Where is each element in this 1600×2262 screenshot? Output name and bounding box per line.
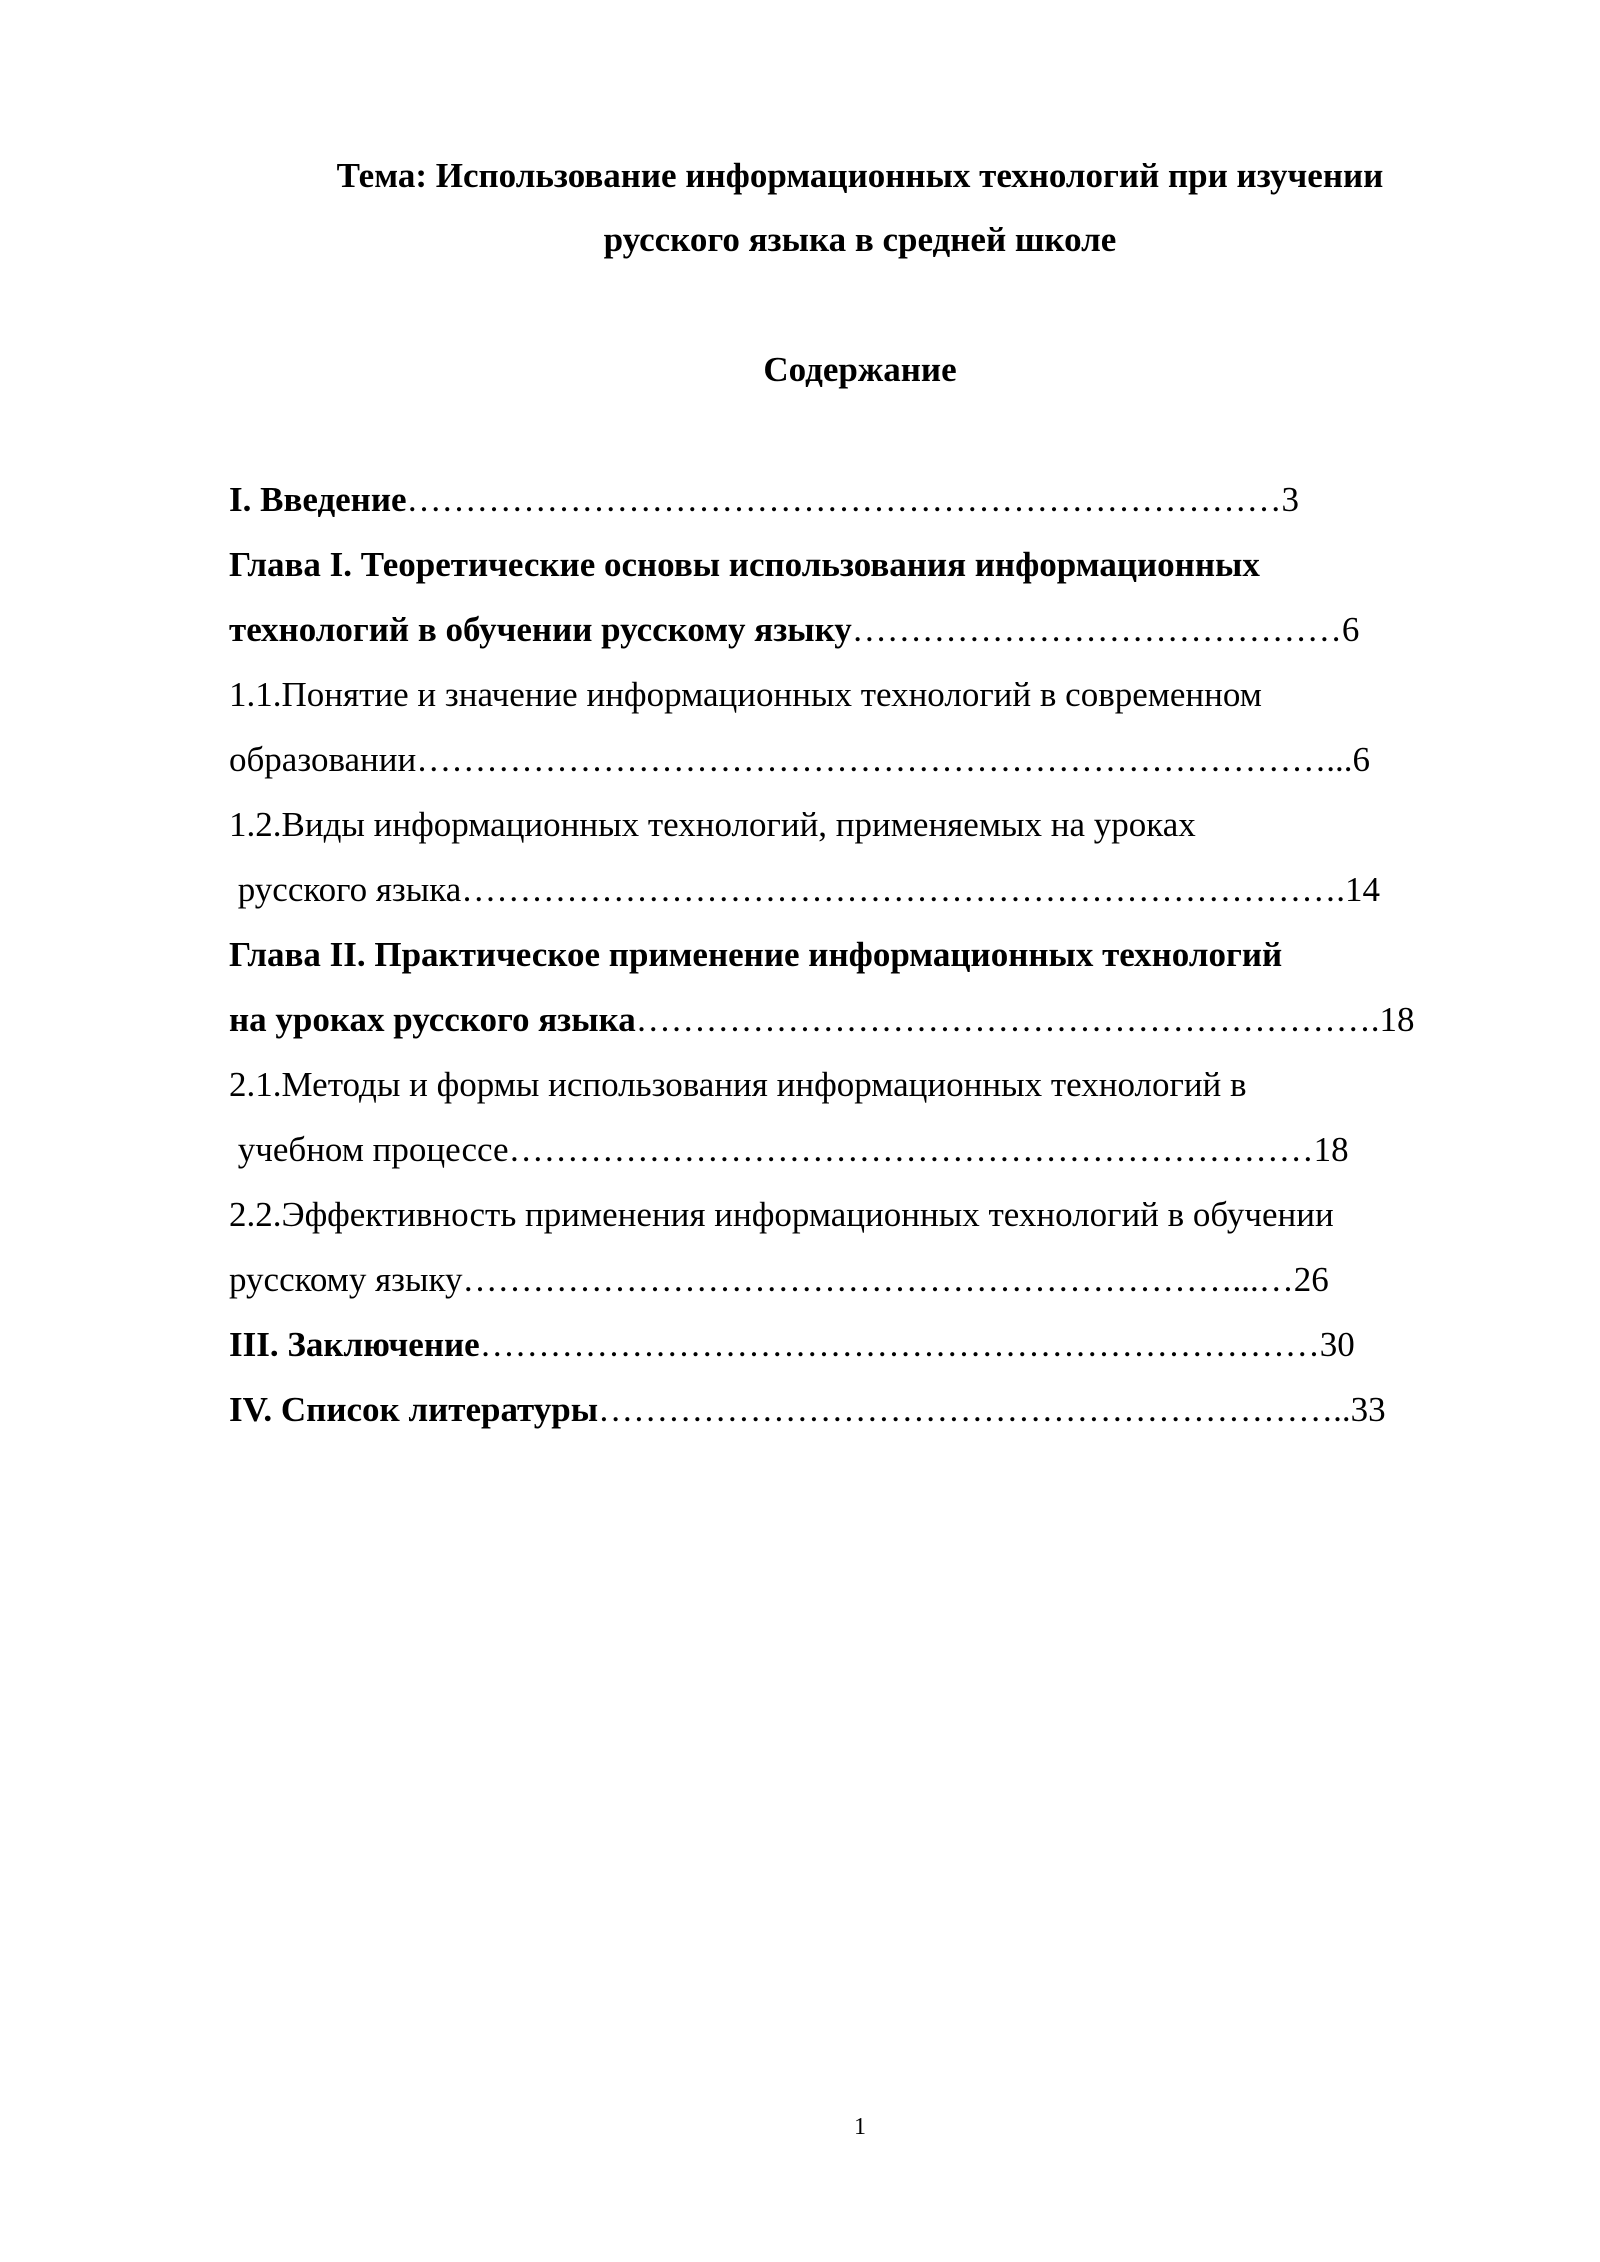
toc-entry-section-2-2-line-1[interactable] — [229, 1193, 1334, 1237]
toc-entry-title: III. Заключение — [229, 1325, 480, 1364]
toc-entry-leader-page: ………………………………………………………..33 — [598, 1390, 1386, 1429]
toc-entry-leader-page: ………………………………………………………………….14 — [461, 870, 1381, 909]
toc-entry-title: учебном процессе — [229, 1130, 509, 1169]
toc-entry-title: русского языка — [229, 870, 462, 909]
toc-entry-title: образовании — [229, 740, 417, 779]
toc-entry-title: на уроках русского языка — [229, 1000, 636, 1039]
toc-entry-chapter-1-line-2[interactable] — [229, 608, 1359, 652]
toc-entry-title: 2.1.Методы и формы использования информационных технологий в — [229, 1065, 1247, 1104]
toc-entry-leader-page: ……………………………………………………….18 — [635, 1000, 1415, 1039]
toc-entry-leader-page: …………………………………………………………...…26 — [462, 1260, 1329, 1299]
document-title-line-2: русского языка в средней школе — [603, 220, 1117, 259]
toc-entry-title: Глава II. Практическое применение информационных технологий — [229, 935, 1283, 974]
toc-entry-section-1-2-line-2[interactable] — [229, 868, 1380, 912]
toc-entry-section-1-1-line-1[interactable] — [229, 673, 1262, 717]
toc-entry-title: 2.2.Эффективность применения информационных технологий в обучении — [229, 1195, 1334, 1234]
toc-entry-leader-page: ……………………………………………………………18 — [508, 1130, 1349, 1169]
toc-entry-leader-page: ………………………………………………………………30 — [479, 1325, 1355, 1364]
toc-heading: Содержание — [763, 350, 957, 389]
document-title-line-1: Тема: Использование информационных технологий при изучении — [336, 156, 1384, 195]
page-number: 1 — [854, 2114, 866, 2140]
toc-entry-leader-page: ……………………………………6 — [851, 610, 1360, 649]
toc-entry-chapter-2-line-1[interactable] — [229, 933, 1282, 977]
toc-entry-title: русскому языку — [229, 1260, 463, 1299]
toc-entry-title: Глава I. Теоретические основы использования информационных — [229, 545, 1260, 584]
toc-entry-section-2-1-line-2[interactable] — [229, 1128, 1349, 1172]
toc-entry-title: 1.1.Понятие и значение информационных технологий в современном — [229, 675, 1262, 714]
toc-entry-section-1-1-line-2[interactable] — [229, 738, 1370, 782]
toc-entry-chapter-1-line-1[interactable] — [229, 543, 1260, 587]
toc-entry-bibliography[interactable] — [229, 1388, 1386, 1432]
toc-entry-chapter-2-line-2[interactable] — [229, 998, 1414, 1042]
toc-entry-leader-page: …………………………………………………………………3 — [406, 480, 1300, 519]
toc-entry-conclusion[interactable] — [229, 1323, 1355, 1367]
toc-entry-introduction[interactable] — [229, 478, 1299, 522]
toc-entry-title: 1.2.Виды информационных технологий, применяемых на уроках — [229, 805, 1196, 844]
toc-entry-leader-page: ……………………………………………………………………...6 — [416, 740, 1371, 779]
toc-entry-section-2-1-line-1[interactable] — [229, 1063, 1247, 1107]
toc-entry-section-2-2-line-2[interactable] — [229, 1258, 1329, 1302]
toc-entry-title: I. Введение — [229, 480, 407, 519]
toc-entry-section-1-2-line-1[interactable] — [229, 803, 1196, 847]
toc-entry-title: технологий в обучении русскому языку — [229, 610, 852, 649]
toc-entry-title: IV. Список литературы — [229, 1390, 599, 1429]
